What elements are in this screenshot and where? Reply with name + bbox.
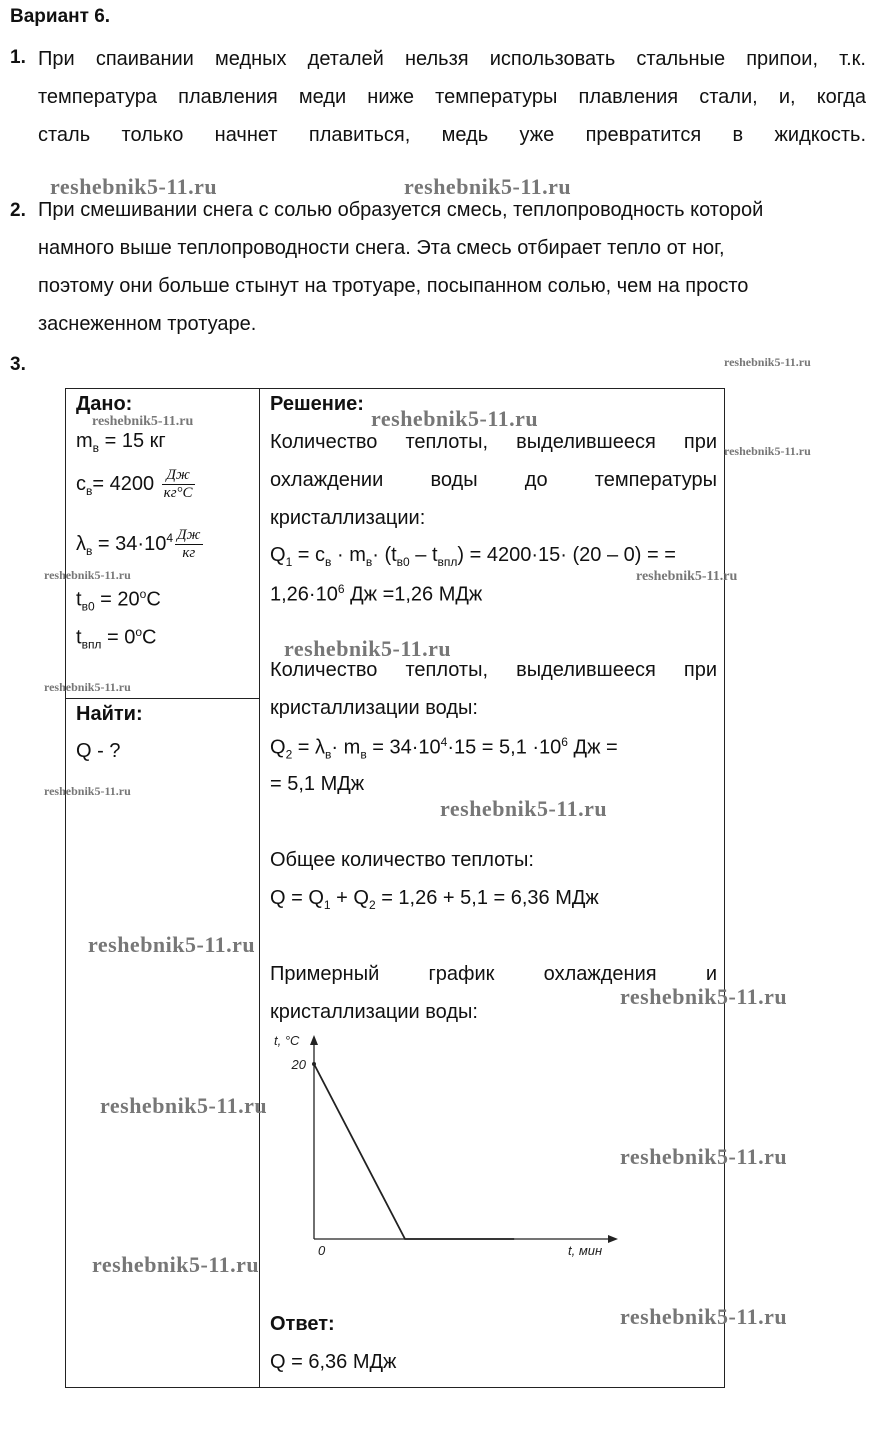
watermark: reshebnik5-11.ru bbox=[636, 569, 738, 584]
x-axis-label: t, мин bbox=[568, 1243, 603, 1258]
q1-line-2: температура плавления меди ниже температуры плавления стали, и, когда bbox=[38, 86, 866, 108]
find-value: Q - ? bbox=[76, 740, 121, 762]
solution-para-1: Количество теплоты, выделившееся при охлаждении воды до температуры кристаллизации: bbox=[270, 431, 717, 529]
given-header: Дано: bbox=[76, 393, 133, 415]
formula-total: $Q = Q_1 + Q_2 = 1,26 + 5,1 = 6,36$ МДж bbox=[270, 887, 599, 912]
given-mass: $m_в = 15$ кг bbox=[76, 430, 166, 455]
unit-fraction: $\frac{Дж}{кг^\circ C}$ bbox=[163, 467, 193, 501]
solution-para-3: Общее количество теплоты: bbox=[270, 849, 534, 871]
question-2-answer bbox=[38, 191, 866, 343]
question-3-number: 3. bbox=[10, 354, 26, 375]
formula-q1: $Q_1 = c_в \cdot m_в\cdot (t_{в0} - t_{впл}) = 4200\cdot 15\cdot (20 - 0)$ = = bbox=[270, 544, 676, 569]
watermark: reshebnik5-11.ru bbox=[44, 680, 131, 694]
q2-line-1: При смешивании снега с солью образуется смесь, теплопроводность которой bbox=[38, 199, 764, 221]
question-1-answer bbox=[38, 40, 866, 154]
given-initial-temp: $t_{в0} = 20^oC$ bbox=[76, 587, 161, 614]
x-axis-arrow bbox=[608, 1235, 618, 1243]
y-axis-label: t, °C bbox=[274, 1033, 300, 1048]
watermark: reshebnik5-11.ru bbox=[724, 444, 811, 458]
given-specific-heat: $c_в= 4200$ $\frac{Дж}{кг^\circ C}$ bbox=[76, 467, 193, 501]
y-axis-arrow bbox=[310, 1035, 318, 1045]
solution-table bbox=[65, 388, 725, 1388]
watermark: reshebnik5-11.ru bbox=[284, 636, 452, 661]
q2-line-4: заснеженном тротуаре. bbox=[38, 313, 257, 335]
solution-para-4: Примерный график охлаждения и кристаллизации воды: bbox=[270, 963, 717, 1023]
watermark: reshebnik5-11.ru bbox=[88, 932, 256, 957]
find-header: Найти: bbox=[76, 703, 143, 725]
watermark: reshebnik5-11.ru bbox=[440, 796, 608, 821]
q1-line-1: При спаивании медных деталей нельзя использовать стальные припои, т.к. bbox=[38, 48, 866, 70]
watermark: reshebnik5-11.ru bbox=[92, 1252, 260, 1277]
watermark: reshebnik5-11.ru bbox=[620, 984, 788, 1009]
q1-line-3: сталь только начнет плавиться, медь уже превратится в жидкость. bbox=[38, 124, 866, 146]
solution-header: Решение: bbox=[270, 393, 364, 415]
x-tick-label: 0 bbox=[318, 1243, 326, 1258]
given-melting-temp: $t_{впл} = 0^oC$ bbox=[76, 625, 157, 652]
question-1-number: 1. bbox=[10, 47, 26, 68]
watermark: reshebnik5-11.ru bbox=[620, 1304, 788, 1329]
given-latent-heat: $\lambda_в = 34\cdot 10^4$ $\frac{Дж}{кг}$ bbox=[76, 527, 201, 561]
watermark: reshebnik5-11.ru bbox=[404, 174, 572, 199]
watermark: reshebnik5-11.ru bbox=[44, 784, 131, 798]
table-divider-horizontal bbox=[66, 698, 259, 699]
formula-q1-result: $1,26\cdot 10^6$ Дж =1,26 МДж bbox=[270, 582, 483, 606]
formula-q2-result: = 5,1 МДж bbox=[270, 773, 365, 795]
cooling-chart bbox=[270, 1029, 630, 1269]
watermark: reshebnik5-11.ru bbox=[100, 1093, 268, 1118]
answer-value: Q = 6,36 МДж bbox=[270, 1351, 397, 1373]
solution-para-2: Количество теплоты, выделившееся при кристаллизации воды: bbox=[270, 659, 717, 719]
watermark: reshebnik5-11.ru bbox=[44, 568, 131, 582]
watermark: reshebnik5-11.ru bbox=[92, 414, 194, 429]
watermark: reshebnik5-11.ru bbox=[620, 1144, 788, 1169]
curve-point bbox=[312, 1062, 316, 1066]
y-tick-label: 20 bbox=[291, 1057, 306, 1072]
answer-header: Ответ: bbox=[270, 1313, 335, 1335]
q2-line-2: намного выше теплопроводности снега. Эта смесь отбирает тепло от ног, bbox=[38, 237, 725, 259]
q2-line-3: поэтому они больше стынут на тротуаре, посыпанном солью, чем на просто bbox=[38, 275, 749, 297]
question-2-number: 2. bbox=[10, 200, 26, 221]
page-title: Вариант 6. bbox=[10, 6, 111, 27]
watermark: reshebnik5-11.ru bbox=[724, 355, 811, 369]
formula-q2: $Q_2 = \lambda_в\cdot m_в = 34\cdot 10^4\cdot 15 = 5,1 \cdot 10^6$ Дж = bbox=[270, 735, 618, 762]
watermark: reshebnik5-11.ru bbox=[371, 406, 539, 431]
unit-fraction: $\frac{Дж}{кг}$ bbox=[177, 527, 201, 561]
cooling-curve bbox=[314, 1064, 514, 1239]
table-divider-vertical bbox=[259, 389, 260, 1387]
watermark: reshebnik5-11.ru bbox=[50, 174, 218, 199]
